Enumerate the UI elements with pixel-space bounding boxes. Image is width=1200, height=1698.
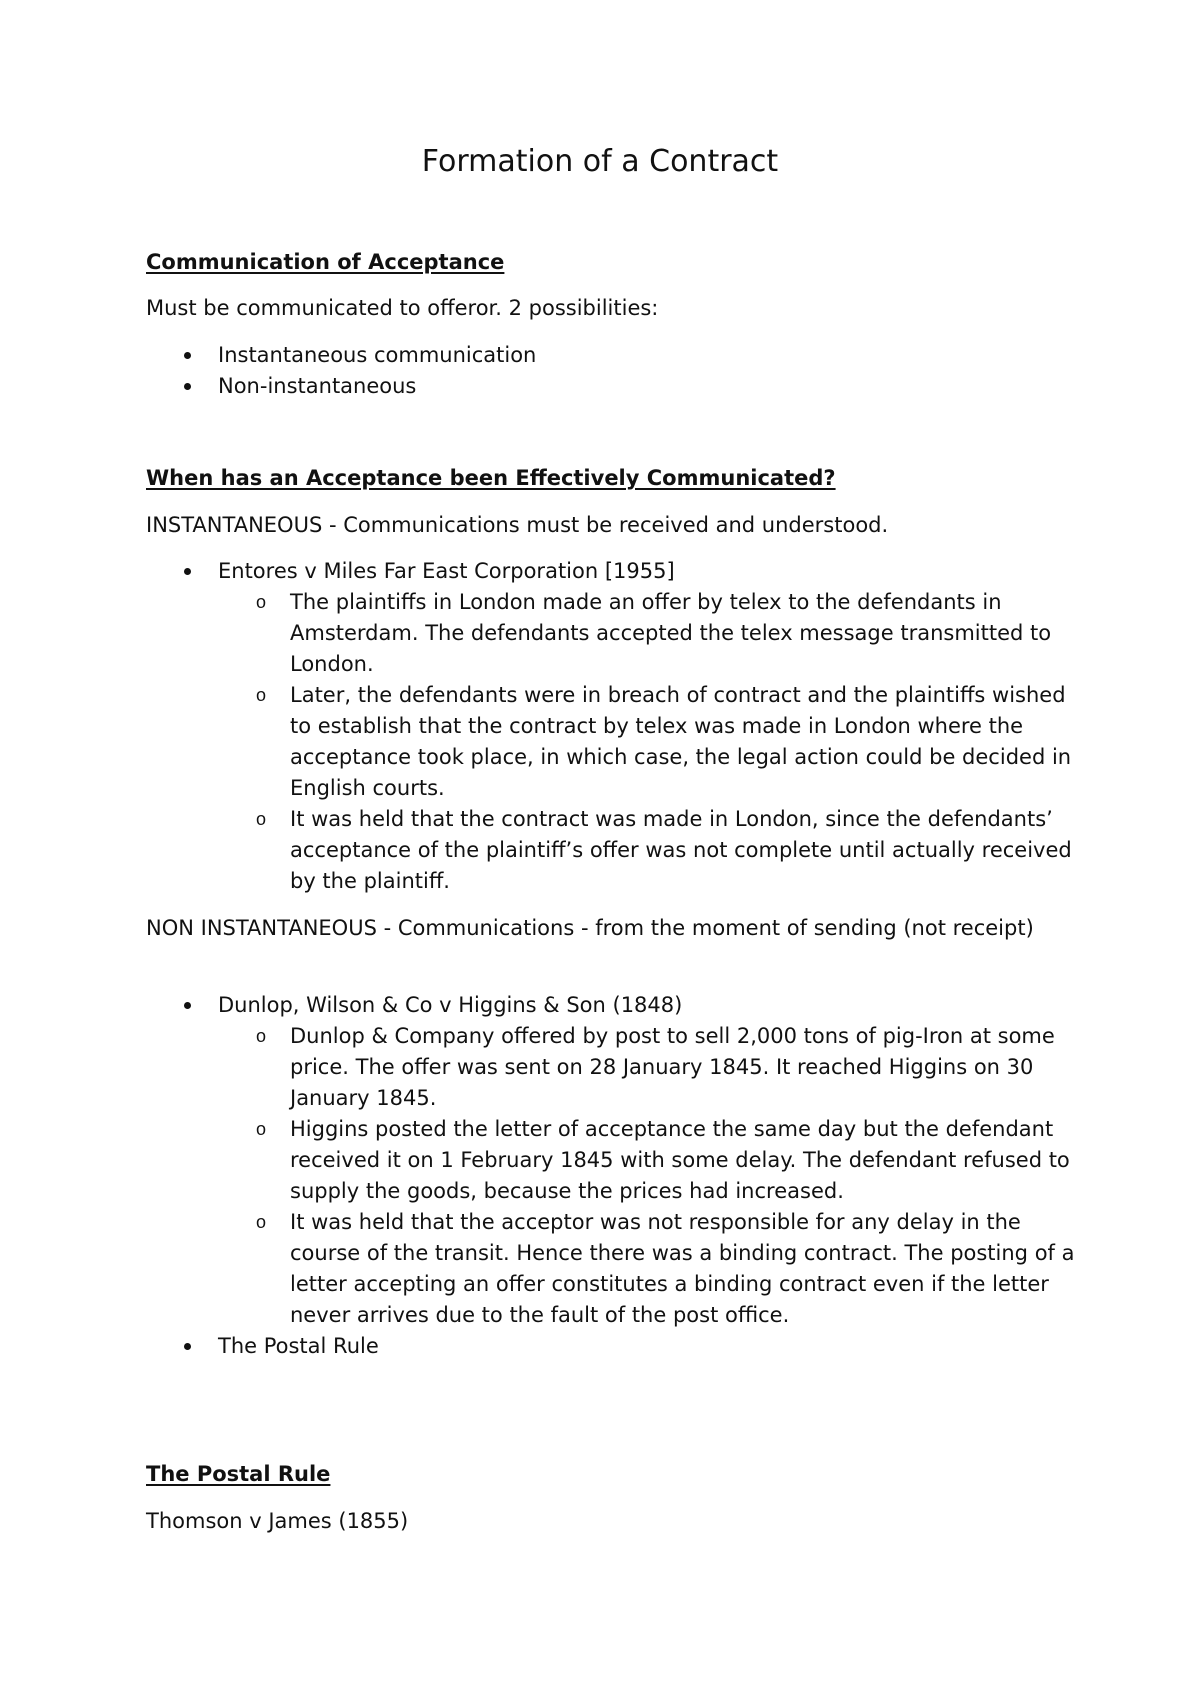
case-list-dunlop — [146, 990, 1076, 1362]
case-point: o Dunlop & Company offered by post to sell 2,000 tons of pig-Iron at some price. The offer was sent on 28 January 1845. It reached Higgins on 30 January 1845. — [146, 1021, 1076, 1114]
case-points — [146, 1021, 1076, 1331]
section-heading-postal: The Postal Rule — [146, 1462, 331, 1486]
case-point: o Higgins posted the letter of acceptance the same day but the defendant received it on 1 February 1845 with some delay. The defendant refused to supply the goods, because the prices had increased. — [146, 1114, 1076, 1207]
non-instantaneous-intro: NON INSTANTANEOUS - Communications - from the moment of sending (not receipt) — [146, 916, 1034, 940]
case-point: o It was held that the contract was made in London, since the defendants’ acceptance of the plaintiff’s offer was not complete until actually received by the plaintiff. — [146, 804, 1076, 897]
postal-case: Thomson v James (1855) — [146, 1509, 409, 1533]
case-point: o It was held that the acceptor was not responsible for any delay in the course of the transit. Hence there was a binding contract. The posting of a letter accepting an offer constitutes a binding contract even if the letter never arrives due to the fault of the post office. — [146, 1207, 1076, 1331]
list-item-case — [146, 990, 1076, 1331]
case-list-entores — [146, 556, 1076, 897]
list-item: Instantaneous communication — [146, 340, 1076, 371]
case-name: Dunlop, Wilson & Co v Higgins & Son (1848) — [218, 993, 683, 1017]
section-heading-communication: Communication of Acceptance — [146, 250, 505, 274]
section-heading-effective: When has an Acceptance been Effectively Communicated? — [146, 466, 836, 490]
case-name: Entores v Miles Far East Corporation [1955] — [218, 559, 675, 583]
communication-intro: Must be communicated to offeror. 2 possibilities: — [146, 296, 659, 320]
case-points — [146, 587, 1076, 897]
communication-list — [146, 340, 1076, 402]
case-point: o The plaintiffs in London made an offer by telex to the defendants in Amsterdam. The defendants accepted the telex message transmitted to London. — [146, 587, 1076, 680]
list-item-case — [146, 556, 1076, 897]
page-title: Formation of a Contract — [421, 144, 779, 179]
list-item: The Postal Rule — [146, 1331, 1076, 1362]
case-point: o Later, the defendants were in breach of contract and the plaintiffs wished to establish that the contract by telex was made in London where the acceptance took place, in which case, the legal action could be decided in English courts. — [146, 680, 1076, 804]
instantaneous-intro: INSTANTANEOUS - Communications must be received and understood. — [146, 513, 889, 537]
list-item: Non-instantaneous — [146, 371, 1076, 402]
